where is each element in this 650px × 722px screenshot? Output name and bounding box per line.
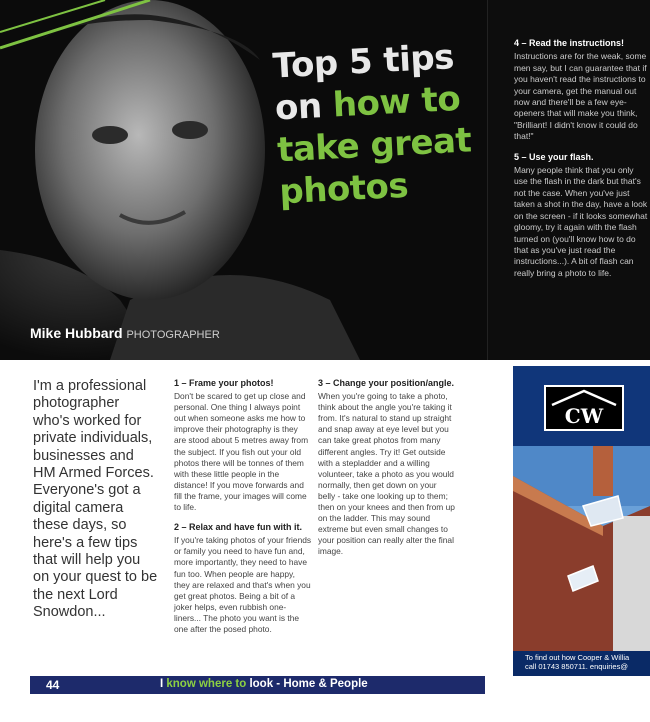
hero-banner — [0, 0, 487, 360]
tip-2-body: If you're taking photos of your friends or family you need to have fun and, more importantly, they need to have fun too. When people are happy, they are relaxed and that's when you get great photos. Being a bit of a joker helps, even rubbish one-liners... The photo you want is the one after the posed photo. — [174, 535, 312, 634]
headline-line-3: take great — [276, 120, 473, 171]
ad-caption-line-1: To find out how Cooper & Willia — [525, 653, 630, 662]
intro-paragraph: I'm a professional photographer who's worked for private individuals, businesses and HM Armed Forces. Everyone's got a digital camera these days, so here's a few tips that will help you on your quest to be the next Lord Snowdon... — [33, 378, 158, 621]
author-name: Mike Hubbard — [30, 325, 123, 341]
ad-caption-line-2: call 01743 850711. enquiries@ — [525, 662, 628, 671]
headline-line-1: Top 5 tips — [271, 37, 455, 87]
tip-1-heading: 1 – Frame your photos! — [174, 378, 274, 388]
ad-caption — [513, 651, 650, 676]
logo-text: CW — [564, 404, 604, 428]
page-footer — [30, 676, 485, 694]
tip-5-heading: 5 – Use your flash. — [514, 151, 594, 162]
brand-look: look — [246, 678, 274, 690]
house-logo-icon — [546, 387, 622, 429]
tip-1-body: Don't be scared to get up close and personal. One thing I always point out when someone asks me how to improve their photography is they are stood about 5 metres away from the subject. If you fish out your old photos there will be tonnes of them with these little people in the distance! If you move forwards and fill the frame, your images will come to life. — [174, 391, 309, 513]
dark-tips-column — [487, 0, 650, 360]
tip-3-body: When you're going to take a photo, think about the angle you're taking it from. It's natural to stand up straight and snap away at eye level but you can take great photos from many different angles. Try it! Get outside with a stepladder and a willing volunteer, take a photo as you would normally, then get down on your belly - take one looking up to them; then on your knees and then from up on the ladder. This may sound extreme but even small changes to your position can really alter the final image. — [318, 391, 455, 557]
brand-know-where-to: know where to — [166, 678, 247, 690]
tip-3-heading: 3 – Change your position/angle. — [318, 378, 455, 388]
headline-line-4: photos — [278, 165, 410, 213]
roof-photo — [513, 446, 650, 651]
section-name: - Home & People — [273, 678, 368, 690]
tips-column-1 — [174, 378, 312, 644]
brand-i: I — [160, 678, 167, 690]
magazine-brand — [160, 678, 368, 690]
headline-on: on — [273, 85, 334, 129]
tips-column-2 — [318, 378, 456, 567]
tip-2-heading: 2 – Relax and have fun with it. — [174, 522, 303, 533]
page-number: 44 — [46, 678, 60, 692]
tip-4-body: Instructions are for the weak, some men say, but I can guarantee that if you haven't read the instructions to your camera, get the manual out now and there'll be a few eye-openers that will make you think, "Brilliant! I didn't know it could do that!" — [514, 51, 647, 142]
author-role: PHOTOGRAPHER — [126, 329, 220, 341]
author-byline — [30, 325, 220, 341]
tip-4-heading: 4 – Read the instructions! — [514, 38, 625, 48]
company-logo — [544, 385, 624, 431]
headline-how-to: how to — [331, 78, 462, 126]
tip-5-body: Many people think that you only use the flash in the dark but that's not the case. When you've just taken a shot in the day, have a look on the screen - if it looks somewhat gloomy, try it again with the flash turned on (you'll know how to do that as you've just read the instructions...). A bit of flash can really bring a photo to life. — [514, 165, 648, 278]
advertisement[interactable] — [513, 366, 650, 676]
article-headline — [272, 35, 487, 214]
